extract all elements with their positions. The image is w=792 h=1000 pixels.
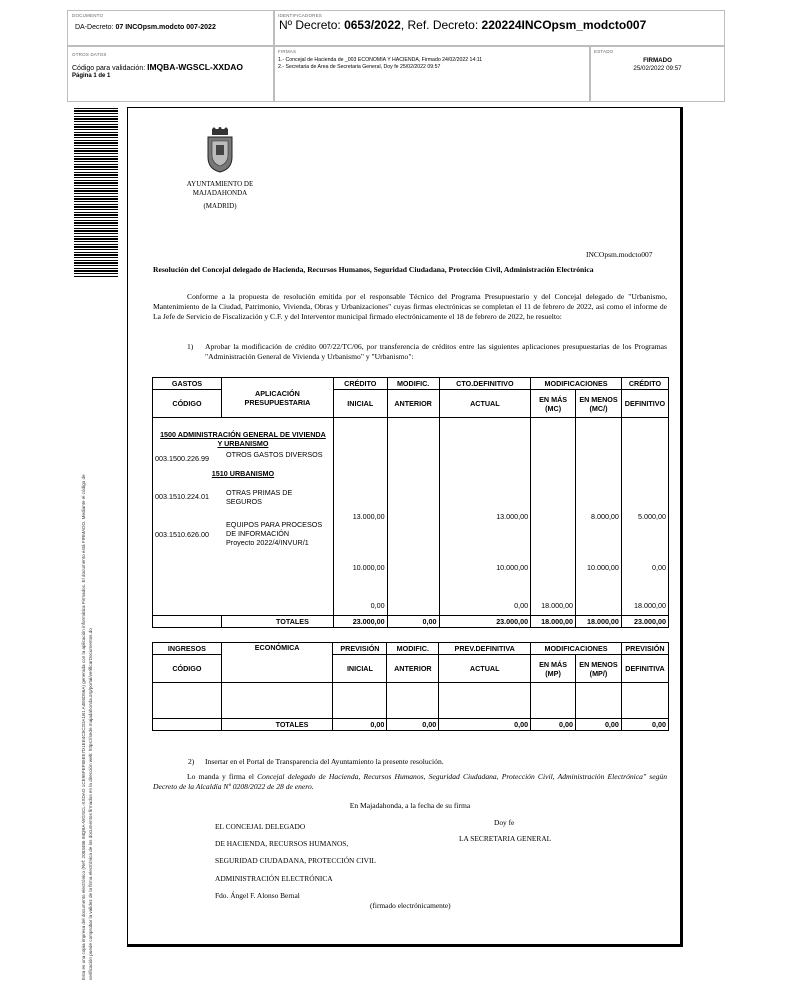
signature-right-secretaria: LA SECRETARIA GENERAL <box>459 834 552 843</box>
economica-header: ECONÓMICA <box>221 643 333 683</box>
anterior-header: ANTERIOR <box>387 655 439 683</box>
side-verification-text-1: Esta es una copia impresa del documento electrónico (Ref: 2083486 IMQBA-WGSCL-XXDAO 1CE95FEF85E57D1EE4C5C2DA1B1 A4E6D56A) generada con la aplicación informática Firmadoc. El documento está FIRMADO. Mediante el código de <box>81 474 86 980</box>
table-row <box>153 488 333 506</box>
codigo-validacion: Código para validación: IMQBA-WGSCL-XXDAO <box>72 62 243 72</box>
codigo-header: CÓDIGO <box>153 655 222 683</box>
anterior-cell <box>387 418 439 616</box>
total-actual: 0,00 <box>439 719 531 731</box>
row-definitivo: 5.000,00 <box>638 512 666 521</box>
actual-header: ACTUAL <box>439 655 531 683</box>
total-actual: 23.000,00 <box>439 616 531 628</box>
enmenos-header: EN MENOS (MP/) <box>576 655 622 683</box>
otros-label: OTROS DATOS <box>72 52 107 57</box>
group-1500: 1500 ADMINISTRACIÓN GENERAL DE VIVIENDA Y URBANISMO <box>160 430 326 448</box>
firma-2: 2.- Secretaria de Area de Secretaria General, Doy fe 25/02/2022 09:57 <box>278 64 441 70</box>
row-actual: 0,00 <box>514 601 529 610</box>
coat-of-arms-icon <box>204 127 236 173</box>
prevision2-header: PREVISIÓN <box>621 643 668 655</box>
estado-fecha: 25/02/2022 09:57 <box>633 65 682 72</box>
row-code: 003.1510.224.01 <box>155 492 209 501</box>
row-desc: EQUIPOS PARA PROCESOS DE INFORMACIÓN <box>226 520 323 538</box>
total-inicial: 23.000,00 <box>333 616 387 628</box>
total-anterior: 0,00 <box>387 616 439 628</box>
row-code: 003.1500.226.99 <box>155 454 209 463</box>
total-definitivo: 0,00 <box>621 719 668 731</box>
estado-label: ESTADO <box>594 49 614 54</box>
estado-value: FIRMADO <box>643 57 672 64</box>
documento-value: DA-Decreto: 07 INCOpsm.modcto 007-2022 <box>75 24 216 31</box>
total-menos: 18.000,00 <box>576 616 622 628</box>
credito2-header: CRÉDITO <box>621 378 668 390</box>
point-1-number: 1) <box>187 342 194 351</box>
definitivo-header: DEFINITIVO <box>621 390 668 418</box>
row-desc: OTRAS PRIMAS DE SEGUROS <box>226 488 293 506</box>
gastos-header: GASTOS <box>153 378 222 390</box>
row-code: 003.1510.626.00 <box>155 530 209 539</box>
row-definitivo: 0,00 <box>652 563 666 572</box>
table-row <box>153 683 669 719</box>
total-anterior: 0,00 <box>387 719 439 731</box>
credito-header: CRÉDITO <box>333 378 387 390</box>
doc-ref-code: INCOpsm.modcto007 <box>586 250 653 259</box>
modific-header: MODIFIC. <box>387 643 439 655</box>
ingresos-header: INGRESOS <box>153 643 222 655</box>
codigo-header: CÓDIGO <box>153 390 222 418</box>
firma-1: 1.- Concejal de Hacienda de _003 ECONOMIA Y HACIENDA, Firmado 24/02/2022 14:11 <box>278 57 483 63</box>
closing-text: Lo manda y firma el Concejal delegado de Hacienda, Recursos Humanos, Seguridad Ciudadana, Protección Civil, Administración Electrónica" según Decreto de la Alcaldía Nº 0208/2022 de 28 de enero. <box>153 772 668 792</box>
row-actual: 13.000,00 <box>496 512 529 521</box>
table-row <box>153 520 333 547</box>
ingresos-totals-row <box>153 719 669 731</box>
doc-intro: Conforme a la propuesta de resolución emitida por el responsable Técnico del Programa Presupuestario y del Concejal delegado de "Urbanismo, Mantenimiento de la Ciudad, Patrimonio, Vivienda, Obras y Urbanizaciones" cuyas firmas electrónicas se completan el 11 de febrero de 2022, así como el informe de La Jefe de Servicio de Fiscalización y C.F. y del Interventor municipal firmado electrónicamente el 18 de febrero de 2022, he resuelto: <box>153 292 667 322</box>
total-inicial: 0,00 <box>333 719 387 731</box>
place-date: En Majadahonda, a la fecha de su firma <box>349 801 471 810</box>
gastos-table <box>152 377 669 628</box>
actual-header: ACTUAL <box>439 390 531 418</box>
point-2-text: Insertar en el Portal de Transparencia del Ayuntamiento la presente resolución. <box>205 757 444 766</box>
total-mas: 0,00 <box>531 719 576 731</box>
group-1510: 1510 URBANISMO <box>211 469 275 478</box>
table-row <box>153 450 333 463</box>
signature-left: EL CONCEJAL DELEGADO DE HACIENDA, RECURSOS HUMANOS, SEGURIDAD CIUDADANA, PROTECCIÓN CIVIL ADMINISTRACIÓN ELECTRÓNICA Fdo. Ángel F. Alonso Bernal <box>215 822 376 900</box>
header-firmas-box <box>274 46 590 102</box>
row-inicial: 0,00 <box>370 601 385 610</box>
identificadores-label: IDENTIFICADORES <box>278 13 323 18</box>
row-inicial: 10.000,00 <box>352 563 385 572</box>
signature-right-doyfe: Doy fe <box>494 818 515 827</box>
point-1-text: Aprobar la modificación de crédito 007/22/TC/06, por transferencia de créditos entre las siguientes aplicaciones presupuestarias de los Programas "Administración General de Vivienda y Urbanismo" y "Urbanismo": <box>205 342 667 361</box>
cto-header: CTO.DEFINITIVO <box>439 378 531 390</box>
modificaciones-header: MODIFICACIONES <box>531 643 622 655</box>
modific-header: MODIFIC. <box>387 378 439 390</box>
enmas-header: EN MÁS (MC) <box>531 390 576 418</box>
total-definitivo: 23.000,00 <box>621 616 668 628</box>
inicial-header: INICIAL <box>333 655 387 683</box>
signature-note: (firmado electrónicamente) <box>370 901 451 910</box>
firmas-label: FIRMAS <box>278 49 297 54</box>
prevdef-header: PREV.DEFINITIVA <box>439 643 531 655</box>
org-name: AYUNTAMIENTO DE MAJADAHONDA (MADRID) <box>186 180 254 210</box>
row-definitivo: 18.000,00 <box>634 601 666 610</box>
enmas-header: EN MÁS (MP) <box>531 655 576 683</box>
pagina-indicator: Página 1 de 1 <box>72 73 111 79</box>
prevision-header: PREVISIÓN <box>333 643 387 655</box>
anterior-header: ANTERIOR <box>387 390 439 418</box>
side-verification-text-2: verificación puede comprobar la validez de la firma electrónica de los documentos firmados en la dirección web: https://sede.majadahonda.org/portal/verificarDocumentos.do <box>88 628 93 980</box>
row-actual: 10.000,00 <box>496 563 529 572</box>
row-menos: 10.000,00 <box>586 563 619 572</box>
row-menos: 8.000,00 <box>590 512 619 521</box>
totals-label: TOTALES <box>221 616 333 628</box>
total-menos: 0,00 <box>576 719 622 731</box>
gastos-totals-row <box>153 616 669 628</box>
documento-label: DOCUMENTO <box>72 13 104 18</box>
row-inicial: 13.000,00 <box>352 512 385 521</box>
total-mas: 18.000,00 <box>531 616 576 628</box>
ingresos-table <box>152 642 669 731</box>
point-2-number: 2) <box>188 757 195 766</box>
row-desc: OTROS GASTOS DIVERSOS <box>226 450 323 459</box>
barcode <box>74 108 118 278</box>
enmenos-header: EN MENOS (MC/) <box>576 390 622 418</box>
aplicacion-header: APLICACIÓN PRESUPUESTARIA <box>221 378 333 418</box>
totals-label: TOTALES <box>221 719 333 731</box>
row-mas: 18.000,00 <box>541 601 574 610</box>
row-desc-project: Proyecto 2022/4/INVUR/1 <box>226 538 309 547</box>
definitiva-header: DEFINITIVA <box>621 655 668 683</box>
decreto-identifier: Nº Decreto: 0653/2022, Ref. Decreto: 220224INCOpsm_modcto007 <box>279 18 647 32</box>
modificaciones-header: MODIFICACIONES <box>531 378 622 390</box>
header-estado-box <box>590 46 725 102</box>
doc-title: Resolución del Concejal delegado de Hacienda, Recursos Humanos, Seguridad Ciudadana, Protección Civil, Administración Electrónica <box>153 265 594 274</box>
inicial-header: INICIAL <box>333 390 387 418</box>
